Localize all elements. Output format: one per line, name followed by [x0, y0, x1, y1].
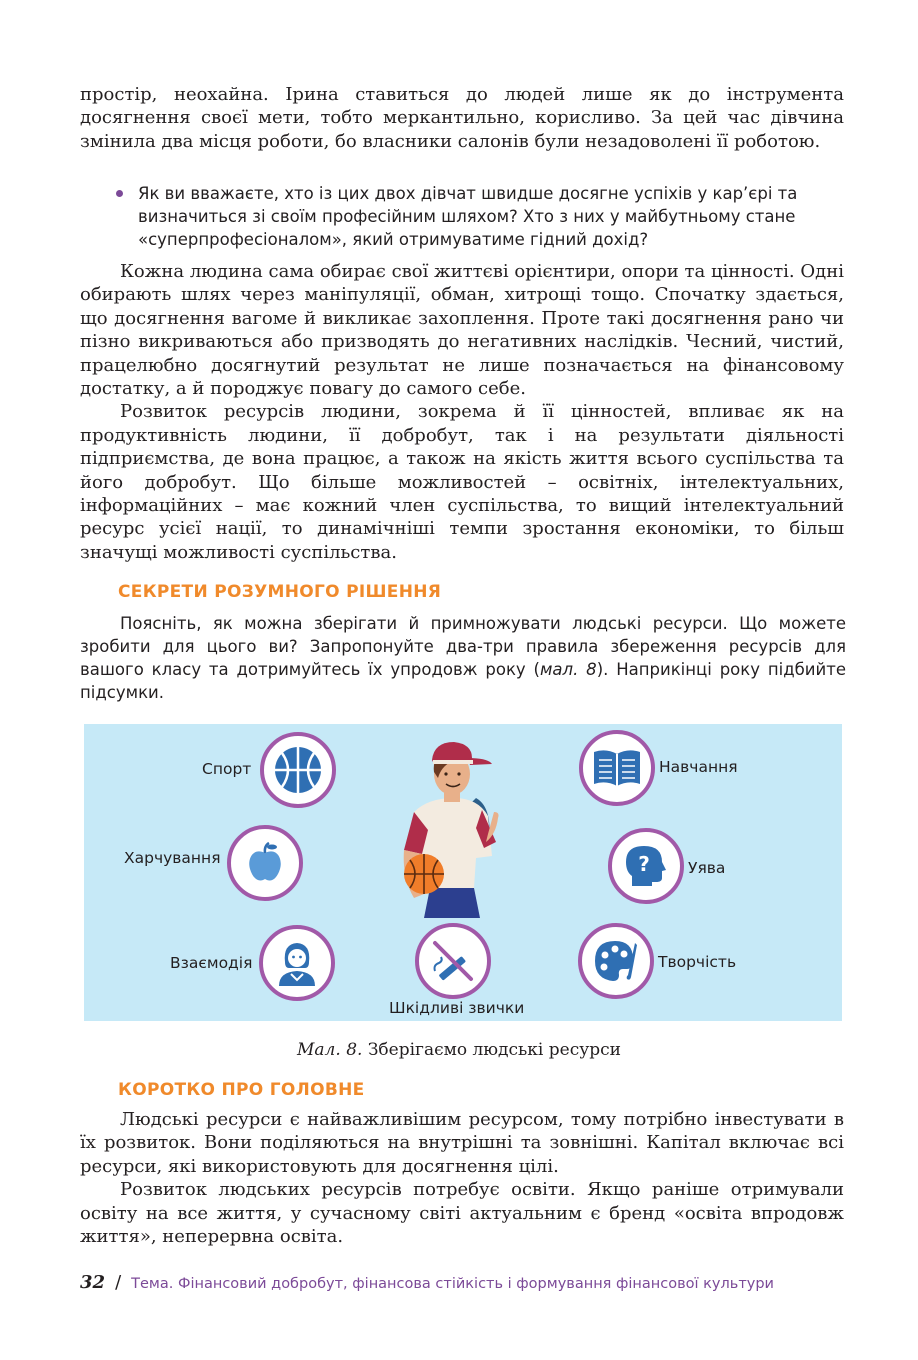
- label-sport: Спорт: [202, 760, 252, 778]
- creativity-circle: [578, 923, 654, 999]
- footer-separator: /: [115, 1272, 122, 1293]
- page-number: 32: [80, 1272, 106, 1293]
- section-heading-summary: КОРОТКО ПРО ГОЛОВНЕ: [118, 1080, 365, 1100]
- imagination-circle: [608, 828, 684, 904]
- svg-text:?: ?: [638, 852, 650, 876]
- student-illustration: [384, 738, 524, 918]
- page-footer: [80, 1272, 774, 1293]
- secrets-text: [80, 612, 846, 704]
- caption-label: Мал. 8.: [297, 1040, 363, 1060]
- sport-circle: [260, 732, 336, 808]
- person-icon: [273, 938, 321, 988]
- body-paragraph: Розвиток ресурсів людини, зокрема й її цінностей, впливає як на продуктивність людини, її добробут, так і на результати діяльності підприємства, де вона працює, а також на якість життя всього суспільства та його добробут. Що більше можливостей – освітніх, інтелектуальних, інформаційних – має кожний член суспільства, то вищий інтелектуальний ресурс усієї нації, то динамічніші темпи зростання економіки, то більш значущі можливості суспільства.: [80, 401, 844, 563]
- secrets-text-start: Поясніть, як можна зберігати й примножувати людські ресурси. Що можете зробити для цього ви? Запропонуйте два-три правила збереження ресурсів для вашого класу та дотримуйтесь їх упродовж року (: [80, 614, 846, 679]
- bad-habits-circle: [415, 923, 491, 999]
- question-text: Як ви вважаєте, хто із цих двох дівчат швидше досягне успіхів у кар’єрі та визначиться зі своїм професійним шляхом? Хто з них у майбутньому стане «суперпрофесіоналом», який отримуватиме гідний дохід?: [138, 184, 798, 249]
- footer-topic: Тема. Фінансовий добробут, фінансова стійкість і формування фінансової культури: [131, 1276, 774, 1292]
- nutrition-circle: [227, 825, 303, 901]
- apple-icon: [245, 841, 285, 885]
- label-bad-habits: Шкідливі звички: [389, 999, 525, 1017]
- secrets-text-end: ). Наприкінці року підбийте підсумки.: [80, 660, 847, 702]
- caption-text: Зберігаємо людські ресурси: [367, 1040, 621, 1060]
- bullet-dot-icon: [116, 190, 123, 197]
- basketball-icon: [272, 744, 324, 796]
- palette-icon: [591, 937, 641, 985]
- figure-reference: мал. 8: [539, 660, 597, 679]
- figure-human-resources: [84, 724, 842, 1021]
- open-book-icon: [590, 746, 644, 790]
- body-paragraph-continuation: простір, неохайна. Ірина ставиться до людей лише як до інструмента досягнення своєї мети, тобто меркантильно, корисливо. За цей час дівчина змінила два місця роботи, бо власники салонів були незадоволені її роботою.: [80, 84, 844, 152]
- summary-paragraph: Людські ресурси є найважливішим ресурсом, тому потрібно інвестувати в їх розвиток. Вони поділяються на внутрішні та зовнішні. Капітал включає всі ресурси, які використовують для досягнення цілі.: [80, 1109, 844, 1177]
- summary-text: [80, 1108, 844, 1248]
- body-text: [80, 260, 844, 564]
- head-question-icon: [622, 842, 670, 890]
- interaction-circle: [259, 925, 335, 1001]
- body-paragraph: Кожна людина сама обирає свої життєві орієнтири, опори та цінності. Одні обирають шлях через маніпуляції, обман, хитрощі тощо. Спочатку здається, що досягнення вагоме й викликає захоплення. Проте такі досягнення рано чи пізно викриваються або призводять до негативних наслідків. Чесний, чистий, працелюбно досягнутий результат не лише позначається на фінансовому достатку, а й породжує повагу до самого себе.: [80, 261, 844, 400]
- question-bullet: [118, 182, 846, 251]
- label-nutrition: Харчування: [124, 849, 221, 867]
- label-study: Навчання: [659, 758, 738, 776]
- no-smoking-icon: [427, 935, 479, 987]
- section-heading-secrets: СЕКРЕТИ РОЗУМНОГО РІШЕННЯ: [118, 582, 442, 602]
- label-interaction: Взаємодія: [170, 954, 253, 972]
- label-creativity: Творчість: [658, 953, 737, 971]
- figure-caption: [0, 1040, 918, 1060]
- study-circle: [579, 730, 655, 806]
- label-imagination: Уява: [688, 859, 726, 877]
- summary-paragraph: Розвиток людських ресурсів потребує освіти. Якщо раніше отримували освіту на все життя, у сучасному світі актуальним є бренд «освіта впродовж життя», неперервна освіта.: [80, 1179, 844, 1248]
